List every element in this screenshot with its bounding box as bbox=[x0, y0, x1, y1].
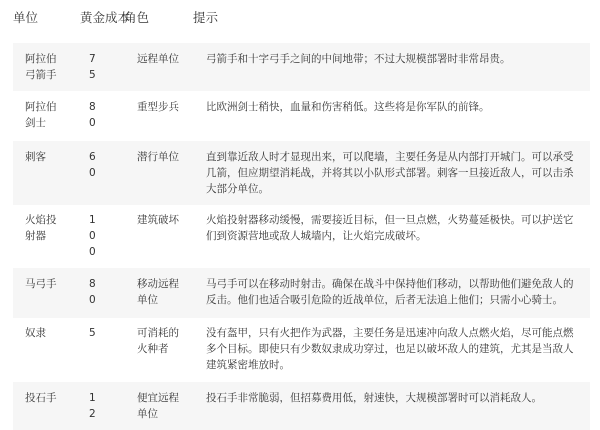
cell-unit: 马弓手 bbox=[25, 278, 57, 290]
cell-tip: 投石手非常脆弱，但招募费用低，射速快，大规模部署时可以消耗敌人。 bbox=[206, 392, 542, 404]
cell-gold: 80 bbox=[89, 278, 96, 306]
cell-role: 重型步兵 bbox=[137, 101, 179, 113]
cell-role: 远程单位 bbox=[137, 53, 179, 65]
cell-unit: 阿拉伯剑士 bbox=[25, 101, 57, 129]
cell-gold: 100 bbox=[89, 214, 96, 258]
table-row bbox=[13, 205, 590, 268]
header-unit: 单位 bbox=[13, 10, 39, 25]
table-row bbox=[13, 91, 590, 141]
cell-tip: 马弓手可以在移动时射击。确保在战斗中保持他们移动，以帮助他们避免敌人的反击。他们也适合吸引危险的近战单位，后者无法追上他们；只需小心骑士。 bbox=[206, 278, 574, 306]
cell-gold: 60 bbox=[89, 151, 96, 179]
table-row bbox=[13, 382, 590, 430]
table-row bbox=[13, 43, 590, 91]
table-header bbox=[0, 0, 600, 40]
table-row bbox=[13, 141, 590, 205]
header-role: 角色 bbox=[124, 10, 150, 25]
cell-tip: 弓箭手和十字弓手之间的中间地带；不过大规模部署时非常昂贵。 bbox=[206, 53, 511, 65]
cell-unit: 奴隶 bbox=[25, 327, 46, 339]
header-gold: 黄金成本 bbox=[80, 10, 131, 25]
cell-role: 便宜远程单位 bbox=[137, 392, 179, 420]
cell-role: 潜行单位 bbox=[137, 151, 179, 163]
cell-gold: 12 bbox=[89, 392, 96, 420]
table-row bbox=[13, 318, 590, 382]
table-row bbox=[13, 268, 590, 318]
cell-tip: 比欧洲剑士稍快，血量和伤害稍低。这些将是你军队的前锋。 bbox=[206, 101, 490, 113]
cell-unit: 投石手 bbox=[25, 392, 57, 404]
cell-gold: 80 bbox=[89, 101, 96, 129]
cell-unit: 刺客 bbox=[25, 151, 46, 163]
cell-unit: 火焰投射器 bbox=[25, 214, 57, 242]
cell-role: 可消耗的火种者 bbox=[137, 327, 179, 355]
header-tip: 提示 bbox=[193, 10, 219, 25]
cell-gold: 5 bbox=[89, 327, 96, 339]
cell-role: 移动远程单位 bbox=[137, 278, 179, 306]
cell-gold: 75 bbox=[89, 53, 96, 81]
cell-role: 建筑破坏 bbox=[137, 214, 179, 226]
cell-unit: 阿拉伯弓箭手 bbox=[25, 53, 57, 81]
cell-tip: 没有盔甲，只有火把作为武器，主要任务是迅速冲向敌人点燃火焰，尽可能点燃多个目标。即使只有少数奴隶成功穿过，也足以破坏敌人的建筑，尤其是当敌人建筑紧密堆放时。 bbox=[206, 327, 574, 371]
cell-tip: 直到靠近敌人时才显现出来，可以爬墙，主要任务是从内部打开城门。可以承受几箭，但应期望消耗战，并将其以小队形式部署。刺客一旦接近敌人，可以击杀大部分单位。 bbox=[206, 151, 574, 195]
cell-tip: 火焰投射器移动缓慢，需要接近目标，但一旦点燃，火势蔓延极快。可以护送它们到资源营地或敌人城墙内，让火焰完成破坏。 bbox=[206, 214, 574, 242]
